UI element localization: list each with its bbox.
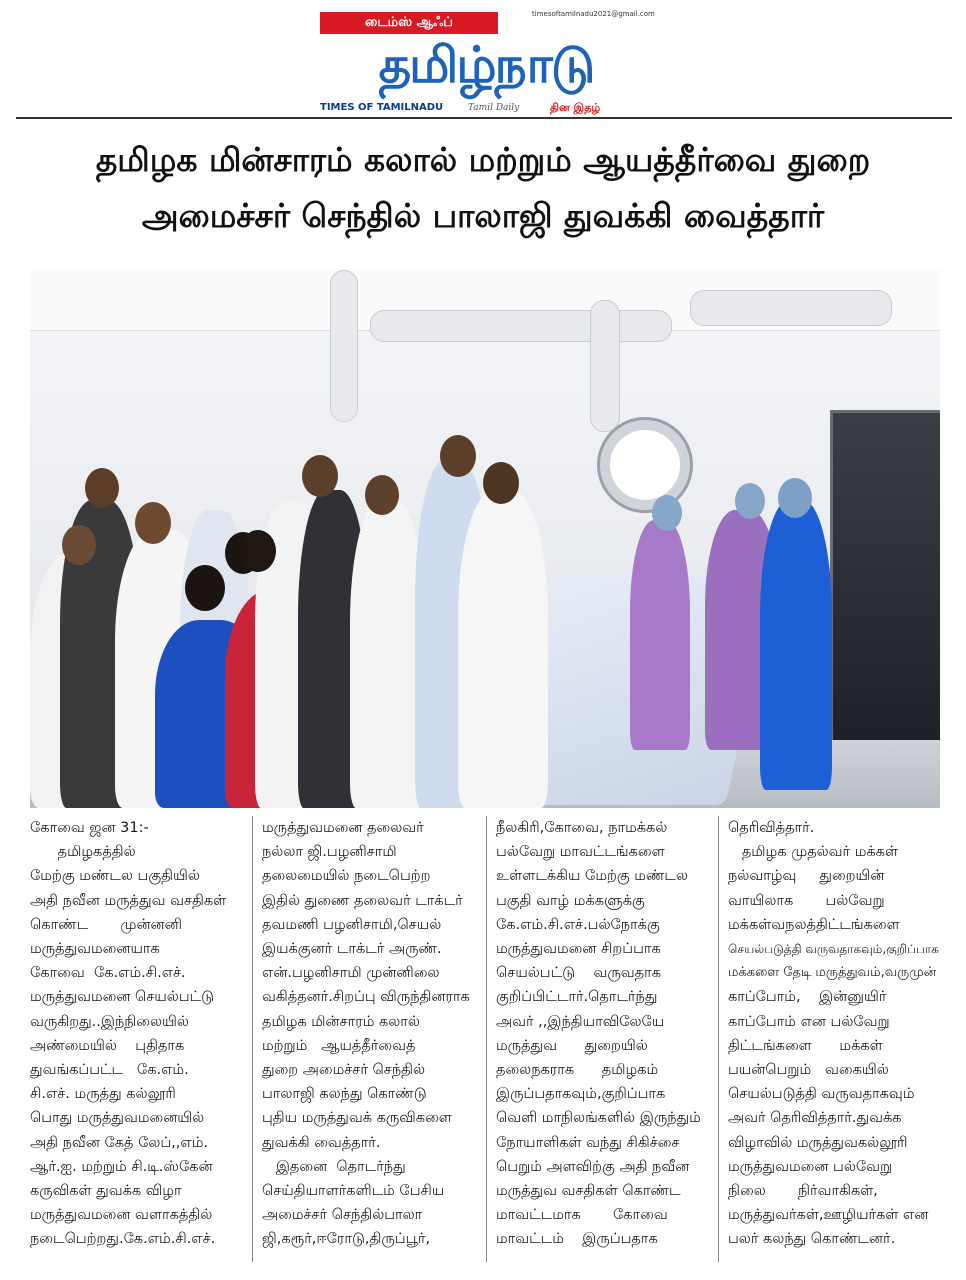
article-line: நல்லா ஜி.பழனிசாமி (262, 844, 397, 861)
article-line: நிலை நிர்வாகிகள், (728, 1183, 878, 1200)
article-line: மருத்துவமனை செயல்பட்டு (30, 989, 215, 1006)
article-line: மருத்துவ துறையில் (496, 1037, 648, 1054)
photo-ceiling-arm (590, 300, 620, 432)
article-column-3 (496, 816, 706, 1252)
article-line: காப்போம், இன்னுயிர் (728, 989, 887, 1006)
news-photo (30, 270, 940, 808)
column-divider (486, 816, 487, 1262)
article-line: மருத்துவர்கள்,ஊழியர்கள் என (728, 1207, 929, 1224)
article-line: இயக்குனர் டாக்டர் அருண். (262, 941, 442, 958)
article-line: பெறும் அளவிற்கு அதி நவீன (496, 1158, 690, 1175)
article-line: பகுதி வாழ் மக்களுக்கு (496, 892, 645, 909)
article-line: அதி நவீன மருத்துவ வசதிகள் (30, 892, 227, 909)
article-line: மருத்துவமனை தலைவர் (262, 820, 424, 836)
masthead-top-label: டைம்ஸ் ஆஃப் (320, 12, 498, 34)
headline-line-2: அமைச்சர் செந்தில் பாலாஜி துவக்கி வைத்தார் (141, 196, 825, 235)
article-line: இதனை தொடர்ந்து (262, 1158, 406, 1175)
article-line: மருத்துவமனை வளாகத்தில் (30, 1207, 213, 1224)
article-line: நடைபெற்றது.கே.எம்.சி.எச். (30, 1231, 216, 1248)
article-line: மருத்துவமனை பல்வேறு (728, 1158, 893, 1175)
article-line: பல்வேறு மாவட்டங்களை (496, 844, 665, 861)
photo-head (85, 468, 119, 508)
article-column-2 (262, 816, 472, 1252)
article-line: கோவை கே.எம்.சி.எச். (30, 965, 186, 982)
article-line: தமிழக மின்சாரம் கலால் (262, 1013, 420, 1030)
article-line: செயல்படுத்தி வருவதாகவும்,குறிப்பாக (728, 942, 939, 957)
article-line: இருப்பதாகவும்,குறிப்பாக (496, 1086, 666, 1103)
article-line: தெரிவித்தார். (728, 820, 815, 836)
article-line: குறிப்பிட்டார்.தொடர்ந்து (496, 989, 658, 1006)
photo-head (185, 565, 225, 611)
photo-ceiling-arm (690, 290, 892, 326)
photo-ceiling-arm (330, 270, 358, 422)
article-line: மக்கள்வநலத்திட்டங்களை (728, 916, 900, 933)
article-line: செயல்பட்டு வருவதாக (496, 965, 661, 982)
article-line: தலைமையில் நடைபெற்ற (262, 868, 431, 885)
article-line: தமிழகத்தில் (30, 844, 136, 861)
article-line: அவர் தெரிவித்தார்.துவக்க (728, 1110, 902, 1127)
article-line: துவங்கப்பட்ட கே.எம். (30, 1062, 189, 1079)
article-line: மருத்துவமனையாக (30, 941, 160, 958)
article-line: துறை அமைச்சர் செந்தில் (262, 1062, 426, 1079)
article-line: பலர் கலந்து கொண்டனர். (728, 1231, 896, 1248)
article-line: மற்றும் ஆயத்தீர்வைத் (262, 1037, 416, 1054)
article-line: அண்மையில் புதிதாக (30, 1037, 185, 1054)
article-line: அதி நவீன கேத் லேப்,,எம். (30, 1134, 209, 1151)
article-line: பயன்பெறும் வகையில் (728, 1062, 889, 1079)
article-line: ஆர்.ஐ. மற்றும் சி.டி.ஸ்கேன் (30, 1158, 213, 1175)
column-divider (252, 816, 253, 1262)
article-line: நீலகிரி,கோவை, நாமக்கல் (496, 820, 668, 836)
photo-ceiling-arm (370, 310, 672, 342)
photo-person (630, 520, 690, 750)
masthead (318, 10, 654, 118)
article-line: செய்தியாளர்களிடம் பேசிய (262, 1183, 445, 1200)
article-column-4 (728, 816, 938, 1252)
masthead-subline (318, 100, 654, 116)
article-line: ஜி,கரூர்,ஈரோடு,திருப்பூர், (262, 1231, 431, 1248)
masthead-daily-tamil: தின இதழ் (550, 101, 601, 114)
article-line: பொது மருத்துவமனையில் (30, 1110, 205, 1127)
article-line: வாயிலாக பல்வேறு (728, 892, 885, 909)
photo-head (240, 530, 276, 572)
article-line: மேற்கு மண்டல பகுதியில் (30, 868, 200, 885)
article-line: இதில் துணை தலைவர் டாக்டர் (262, 892, 463, 909)
article-line: பாலாஜி கலந்து கொண்டு (262, 1086, 427, 1103)
headline (40, 132, 926, 244)
photo-head (652, 495, 682, 531)
article-line: மாவட்டம் இருப்பதாக (496, 1231, 658, 1248)
photo-head (365, 475, 399, 515)
article-line: அமைச்சர் செந்தில்பாலா (262, 1207, 423, 1224)
column-divider (718, 816, 719, 1262)
photo-surgical-lamp (600, 420, 690, 510)
article-line: தலைநகராக தமிழகம் (496, 1062, 659, 1079)
article-line: காப்போம் என பல்வேறு (728, 1013, 890, 1030)
photo-person (458, 490, 548, 808)
article-line: மருத்துவமனை சிறப்பாக (496, 941, 661, 958)
photo-head (135, 502, 171, 544)
article-line: அவர் ,,இந்தியாவிலேயே (496, 1013, 665, 1030)
article-line: தவமணி பழனிசாமி,செயல் (262, 916, 442, 933)
article-line: மருத்துவ வசதிகள் கொண்ட (496, 1183, 681, 1200)
photo-head (62, 525, 96, 565)
masthead-tamil-daily: Tamil Daily (468, 103, 520, 113)
photo-person (760, 500, 832, 790)
article-line: கோவை ஜன 31:- (30, 820, 149, 836)
article-line: வருகிறது..இந்நிலையில் (30, 1013, 189, 1030)
article-line: மாவட்டமாக கோவை (496, 1207, 668, 1224)
masthead-rule (16, 117, 952, 119)
photo-person (350, 500, 425, 808)
photo-monitor (830, 410, 940, 761)
headline-line-1: தமிழக மின்சாரம் கலால் மற்றும் ஆயத்தீர்வை துறை (95, 140, 871, 179)
article-line: தமிழக முதல்வர் மக்கள் (728, 844, 899, 861)
photo-head (483, 462, 519, 504)
photo-head (440, 435, 476, 477)
article-line: என்.பழனிசாமி முன்னிலை (262, 965, 440, 982)
article-line: வெளி மாநிலங்களில் இருந்தும் (496, 1110, 701, 1127)
article-line: கொண்ட முன்னனி (30, 916, 182, 933)
article-line: புதிய மருத்துவக் கருவிகளை (262, 1110, 452, 1127)
article-column-1 (30, 816, 240, 1252)
article-line: கே.எம்.சி.எச்.பல்நோக்கு (496, 916, 660, 933)
article-line: நோயாளிகள் வந்து சிகிச்சை (496, 1134, 680, 1151)
article-line: மக்களை தேடி மருத்துவம்,வருமுன் (728, 965, 937, 981)
article-line: கருவிகள் துவக்க விழா (30, 1183, 182, 1200)
masthead-english: TIMES OF TAMILNADU (320, 102, 444, 113)
article-line: திட்டங்களை மக்கள் (728, 1037, 883, 1054)
masthead-title: தமிழ்நாடு (378, 36, 594, 94)
article-line: வகித்தனர்.சிறப்பு விருந்தினராக (262, 989, 470, 1006)
article-line: விழாவில் மருத்துவகல்லூரி (728, 1134, 908, 1151)
article-line: நல்வாழ்வு துறையின் (728, 868, 885, 885)
photo-head (778, 478, 812, 518)
masthead-email: timesoftamilnadu2021@gmail.com (532, 10, 655, 18)
photo-head (302, 455, 338, 497)
photo-head (735, 483, 765, 519)
article-line: துவக்கி வைத்தார். (262, 1134, 381, 1151)
article-line: சி.எச். மருத்து கல்லூரி (30, 1086, 176, 1103)
article-line: உள்ளடக்கிய மேற்கு மண்டல (496, 868, 688, 885)
article-line: செயல்படுத்தி வருவதாகவும் (728, 1086, 915, 1103)
